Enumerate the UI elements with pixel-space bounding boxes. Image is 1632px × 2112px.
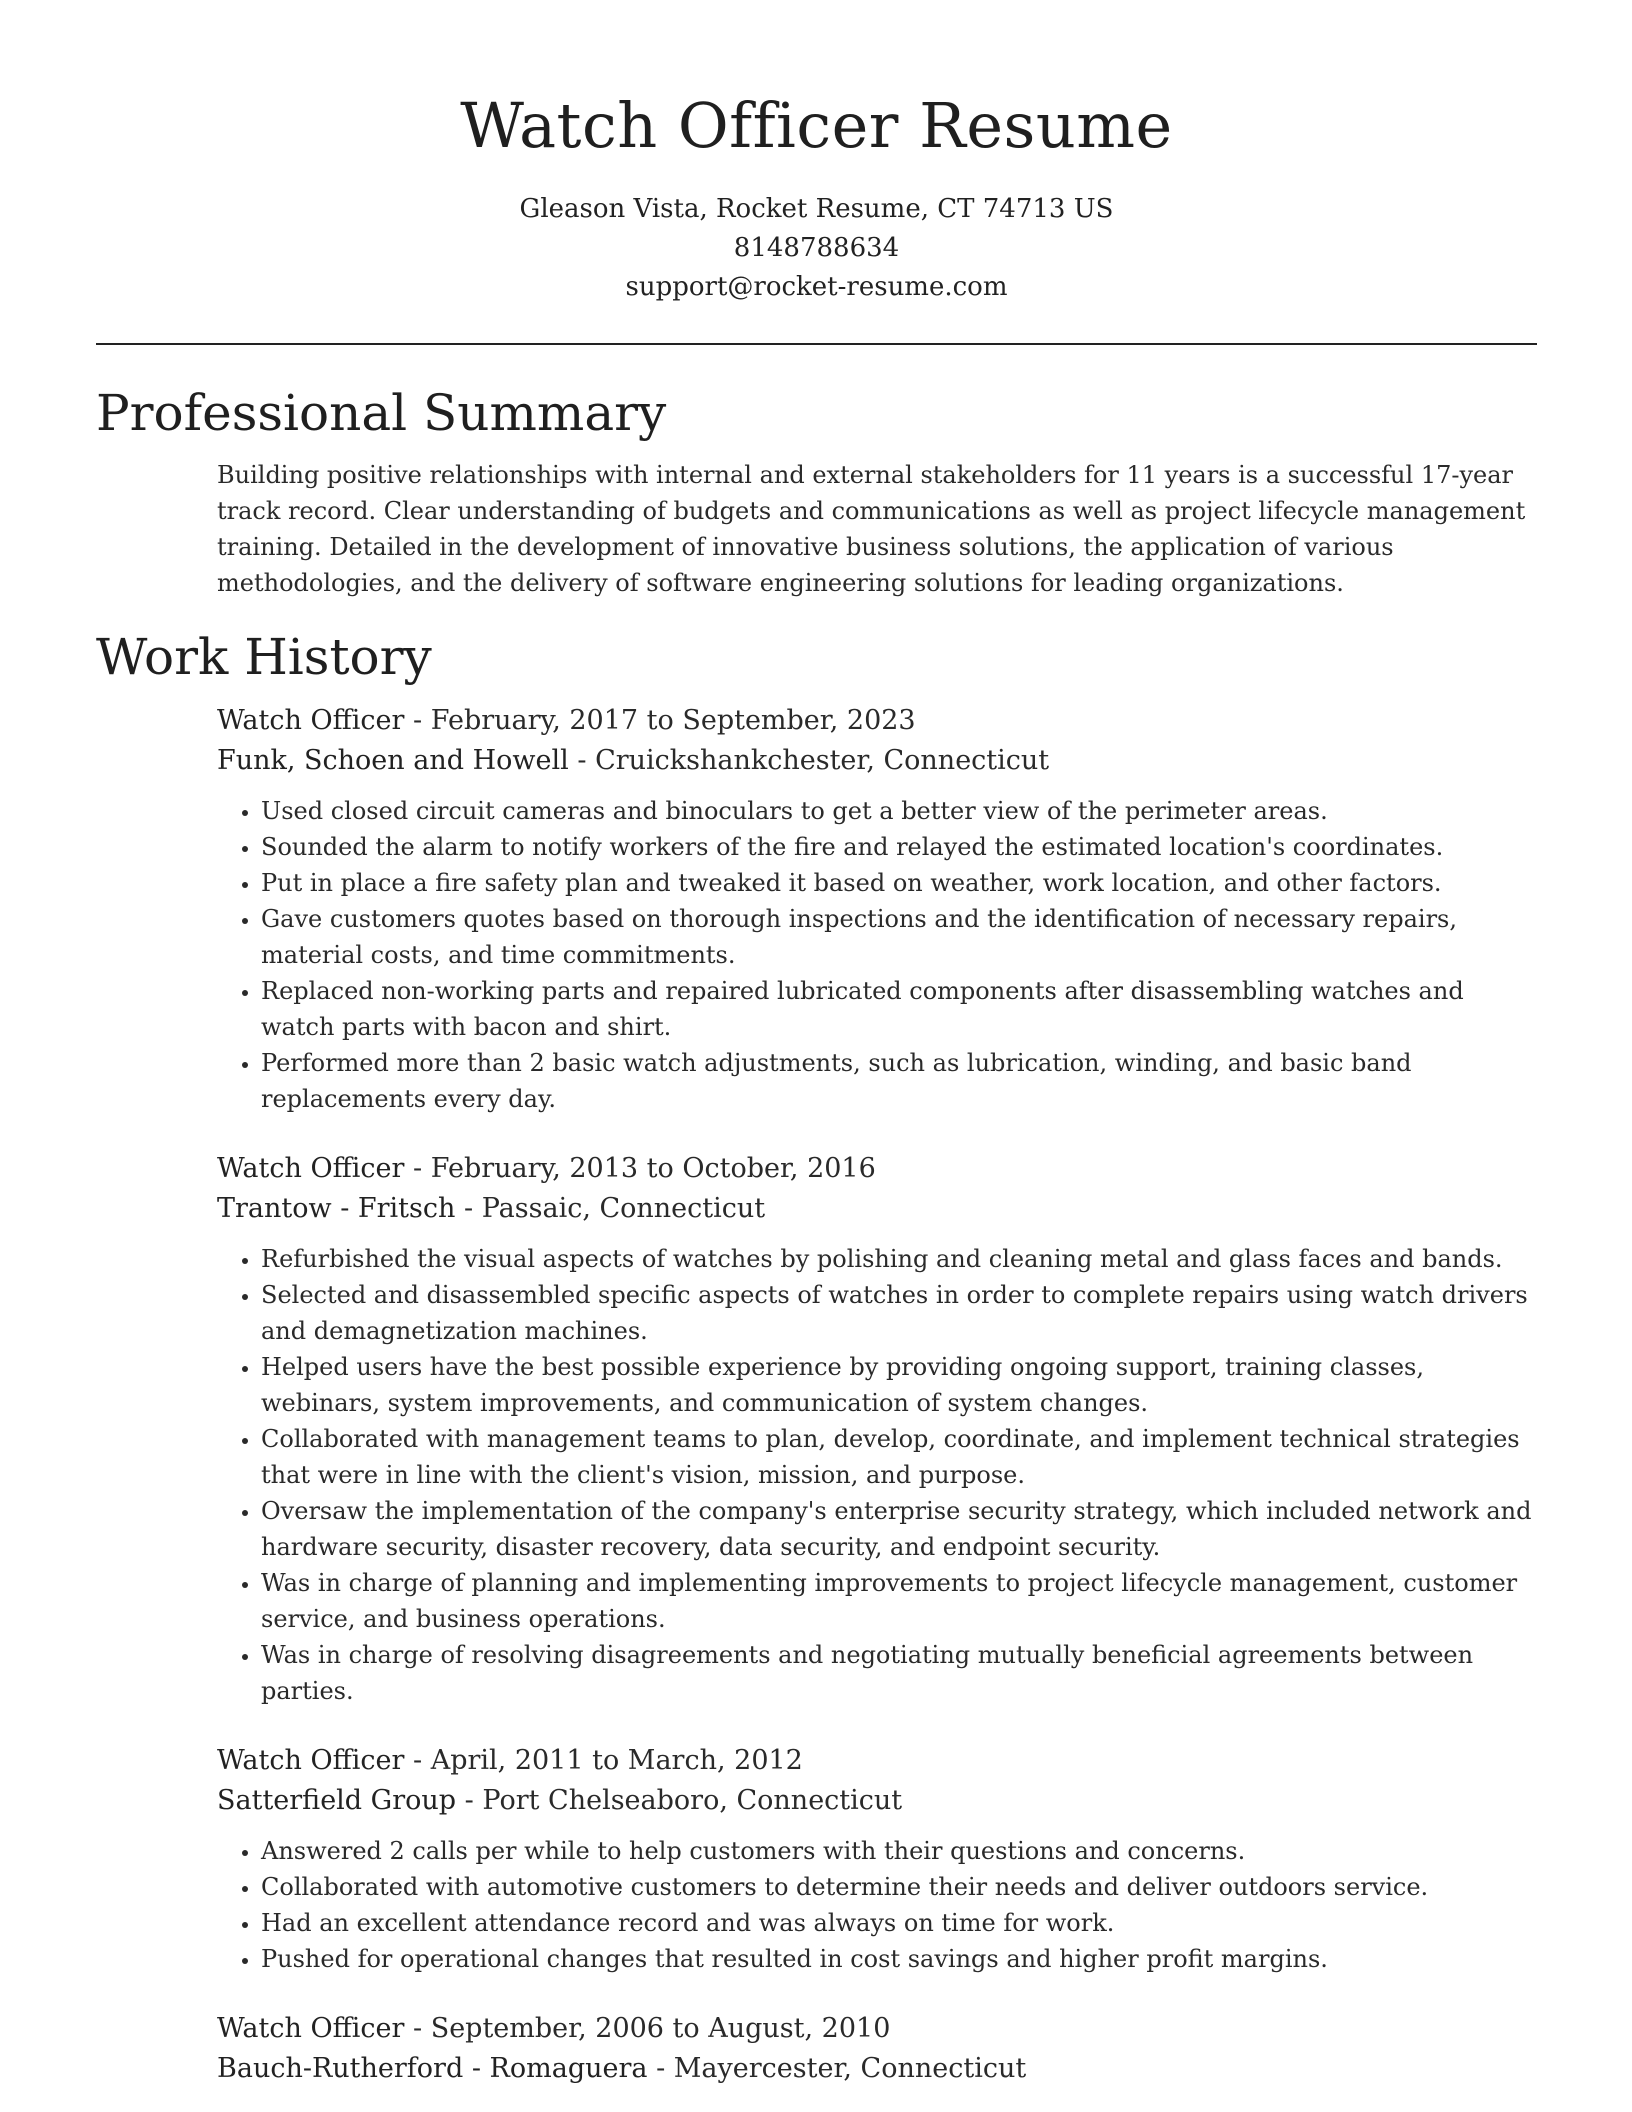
- job-company: Bauch-Rutherford - Romaguera: [217, 2053, 648, 2084]
- job-title-line: Watch Officer - February, 2017 to September, 2023: [217, 705, 916, 736]
- contact-phone: 8148788634: [733, 233, 900, 263]
- job-bullet: • Sounded the alarm to notify workers of the fire and relayed the estimated location's coordinates.: [261, 829, 1537, 865]
- work-history-heading: Work History: [96, 628, 432, 686]
- job-location: Mayercester, Connecticut: [673, 2053, 1027, 2084]
- job-dates: April, 2011 to March, 2012: [430, 1745, 803, 1776]
- job-company-line: Funk, Schoen and Howell - Cruickshankchester, Connecticut: [217, 745, 1050, 776]
- job-title: Watch Officer: [217, 2013, 405, 2044]
- job-bullet: • Put in place a fire safety plan and tweaked it based on weather, work location, and other factors.: [261, 865, 1537, 901]
- job-entry-1: [217, 701, 1537, 1117]
- job-bullet: • Refurbished the visual aspects of watches by polishing and cleaning metal and glass faces and bands.: [261, 1241, 1537, 1277]
- job-dates: February, 2017 to September, 2023: [430, 705, 916, 736]
- job-bullet: • Helped users have the best possible experience by providing ongoing support, training classes, webinars, system improvements, and communication of system changes.: [261, 1349, 1537, 1421]
- job-company-line: Satterfield Group - Port Chelseaboro, Connecticut: [217, 1785, 903, 1816]
- job-bullet: • Was in charge of resolving disagreements and negotiating mutually beneficial agreements between parties.: [261, 1637, 1537, 1709]
- job-bullet: • Collaborated with management teams to plan, develop, coordinate, and implement technical strategies that were in line with the client's vision, mission, and purpose.: [261, 1421, 1537, 1493]
- job-bullets: [217, 1241, 1537, 1709]
- job-entry-2: [217, 1149, 1537, 1709]
- job-bullet: • Performed more than 2 basic watch adjustments, such as lubrication, winding, and basic band replacements every day.: [261, 1045, 1537, 1117]
- job-company: Trantow - Fritsch: [217, 1193, 456, 1224]
- job-bullet: • Used closed circuit cameras and binoculars to get a better view of the perimeter areas.: [261, 793, 1537, 829]
- contact-address: Gleason Vista, Rocket Resume, CT 74713 US: [519, 194, 1114, 224]
- job-bullet: • Collaborated with automotive customers to determine their needs and deliver outdoors service.: [261, 1869, 1537, 1905]
- resume-page: [96, 0, 1537, 2089]
- job-bullets: [217, 793, 1537, 1117]
- job-title: Watch Officer: [217, 1153, 405, 1184]
- job-entry-3: [217, 1741, 1537, 1977]
- job-bullet: • Selected and disassembled specific aspects of watches in order to complete repairs using watch drivers and demagnetization machines.: [261, 1277, 1537, 1349]
- job-company-line: Bauch-Rutherford - Romaguera - Mayercester, Connecticut: [217, 2053, 1027, 2084]
- contact-block: [96, 190, 1537, 307]
- summary-text: Building positive relationships with internal and external stakeholders for 11 years is a successful 17-year track record. Clear understanding of budgets and communications as well as project lifecycle management training. Detailed in the development of innovative business solutions, the application of various methodologies, and the delivery of software engineering solutions for leading organizations.: [217, 461, 1526, 597]
- job-company: Funk, Schoen and Howell: [217, 745, 569, 776]
- job-bullet: • Answered 2 calls per while to help customers with their questions and concerns.: [261, 1833, 1537, 1869]
- job-bullet: • Replaced non-working parts and repaired lubricated components after disassembling watches and watch parts with bacon and shirt.: [261, 973, 1537, 1045]
- job-title: Watch Officer: [217, 1745, 405, 1776]
- job-bullet: • Pushed for operational changes that resulted in cost savings and higher profit margins.: [261, 1941, 1537, 1977]
- contact-email: support@rocket-resume.com: [625, 272, 1008, 302]
- job-location: Port Chelseaboro, Connecticut: [482, 1785, 903, 1816]
- job-company: Satterfield Group: [217, 1785, 457, 1816]
- job-bullets: [217, 1833, 1537, 1977]
- job-entry-4: [217, 2009, 1537, 2089]
- header-divider: [96, 343, 1537, 345]
- job-title-line: Watch Officer - September, 2006 to August, 2010: [217, 2013, 891, 2044]
- job-bullet: • Was in charge of planning and implementing improvements to project lifecycle management, customer service, and business operations.: [261, 1565, 1537, 1637]
- job-dates: September, 2006 to August, 2010: [430, 2013, 891, 2044]
- job-title-line: Watch Officer - February, 2013 to October, 2016: [217, 1153, 876, 1184]
- job-company-line: Trantow - Fritsch - Passaic, Connecticut: [217, 1193, 766, 1224]
- job-title-line: Watch Officer - April, 2011 to March, 2012: [217, 1745, 803, 1776]
- job-bullet: • Oversaw the implementation of the company's enterprise security strategy, which included network and hardware security, disaster recovery, data security, and endpoint security.: [261, 1493, 1537, 1565]
- job-location: Passaic, Connecticut: [481, 1193, 766, 1224]
- job-dates: February, 2013 to October, 2016: [430, 1153, 876, 1184]
- job-location: Cruickshankchester, Connecticut: [595, 745, 1050, 776]
- resume-title: Watch Officer Resume: [460, 89, 1173, 162]
- job-bullet: • Had an excellent attendance record and was always on time for work.: [261, 1905, 1537, 1941]
- job-bullet: • Gave customers quotes based on thorough inspections and the identification of necessary repairs, material costs, and time commitments.: [261, 901, 1537, 973]
- job-title: Watch Officer: [217, 705, 405, 736]
- summary-heading: Professional Summary: [96, 384, 667, 442]
